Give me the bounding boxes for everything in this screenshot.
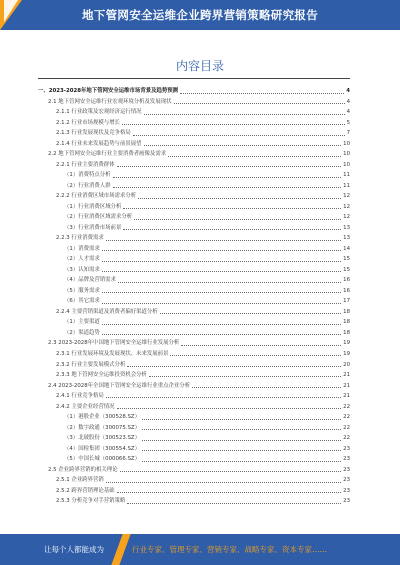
toc-heading: 内容目录 — [175, 59, 224, 73]
toc-leader-dots — [144, 145, 342, 146]
toc-leader-dots — [118, 282, 341, 283]
toc-entry-page: 14 — [343, 245, 350, 252]
toc-entry-title: 2.5.1 企业跨界营销 — [56, 477, 104, 484]
header-accent-highlight — [4, 0, 18, 22]
toc-leader-dots — [106, 482, 341, 483]
toc-entry-page: 16 — [343, 277, 350, 284]
toc-entry-title: 2.3.2 行业主要发展模式分析 — [56, 361, 126, 368]
toc-entry[interactable] — [38, 357, 350, 368]
toc-entry[interactable] — [38, 147, 350, 158]
toc-leader-dots — [160, 313, 341, 314]
toc-entry-title: （2）行业消费区域需求分析 — [64, 214, 133, 221]
toc-entry-page: 16 — [343, 287, 350, 294]
toc-entry-title: 2.1.2 行业市场规模与增长 — [56, 119, 120, 126]
toc-entry-title: 2.4 2023-2028年全国地下管网安全运维行业重点企业分析 — [48, 382, 191, 389]
toc-entry-page: 12 — [343, 203, 350, 210]
toc-entry[interactable] — [38, 294, 350, 305]
toc-leader-dots — [113, 187, 342, 188]
toc-entry[interactable] — [38, 399, 350, 410]
toc-entry[interactable] — [38, 452, 350, 463]
toc-entry-title: 2.5.2 跨界营销理论基础 — [56, 487, 115, 494]
toc-entry-page: 22 — [343, 403, 350, 410]
toc-entry-title: 2.1.1 行业政策及宏观经济运行情况 — [56, 109, 142, 116]
toc-entry[interactable] — [38, 263, 350, 274]
toc-entry-page: 23 — [343, 498, 350, 505]
toc-entry[interactable] — [38, 95, 350, 106]
toc-leader-dots — [102, 250, 341, 251]
toc-entry[interactable] — [38, 315, 350, 326]
toc-entry-title: （5）中国长城（000066.SZ） — [64, 456, 140, 463]
toc-entry-title: （2）数字政通（300075.SZ） — [64, 424, 140, 431]
toc-entry-page: 11 — [343, 172, 350, 179]
toc-entry[interactable] — [38, 105, 350, 116]
footer-slogan-left: 让每个人都能成为 — [44, 545, 104, 554]
toc-entry-page: 22 — [343, 435, 350, 442]
toc-entry-title: 一、2023-2028年地下管网安全运维市场背景及趋势预测 — [38, 88, 179, 95]
toc-entry-title: 2.1.3 行业发展现状及竞争格局 — [56, 130, 131, 137]
toc-entry-title: 2.2.4 主要营销渠道及消费者偏好渠道分析 — [56, 308, 158, 315]
toc-entry[interactable] — [38, 410, 350, 421]
toc-leader-dots — [102, 324, 341, 325]
footer-accent-stripe — [111, 534, 130, 565]
toc-entry-title: 2.5 企业跨界营销的相关理论 — [48, 466, 118, 473]
toc-entry-page: 7 — [346, 130, 350, 137]
toc-entry-title: （2）行业消费人群 — [64, 182, 111, 189]
toc-entry-page: 21 — [343, 393, 350, 400]
toc-entry[interactable] — [38, 273, 350, 284]
toc-entry-title: 2.4.1 行业竞争格局 — [56, 393, 104, 400]
toc-entry[interactable] — [38, 368, 350, 379]
toc-leader-dots — [142, 419, 341, 420]
report-title: 地下管网安全运维企业跨界营销策略研究报告 — [82, 8, 318, 22]
toc-entry[interactable] — [38, 252, 350, 263]
toc-entry[interactable] — [38, 126, 350, 137]
toc-entry-page: 23 — [343, 456, 350, 463]
toc-leader-dots — [142, 429, 341, 430]
toc-entry-title: （1）港股企业（300528.SZ） — [64, 414, 140, 421]
toc-entry[interactable] — [38, 221, 350, 232]
toc-leader-dots — [117, 492, 342, 493]
toc-entry-title: （1）主要渠道 — [64, 319, 100, 326]
toc-leader-dots — [174, 103, 345, 104]
toc-entry[interactable] — [38, 326, 350, 337]
toc-entry-page: 22 — [343, 424, 350, 431]
toc-entry[interactable] — [38, 463, 350, 474]
toc-entry[interactable] — [38, 168, 350, 179]
toc-leader-dots — [134, 219, 341, 220]
footer-slogan-right: 行业专家、管理专家、营销专家、战略专家、资本专家…… — [132, 545, 327, 554]
toc-entry-title: （5）服务需求 — [64, 287, 100, 294]
toc-entry[interactable] — [38, 378, 350, 389]
toc-leader-dots — [120, 471, 342, 472]
toc-leader-dots — [149, 376, 341, 377]
toc-entry-page: 10 — [343, 161, 350, 168]
toc-leader-dots — [102, 303, 341, 304]
toc-entry-title: 2.2.1 行业主要消费群体 — [56, 161, 115, 168]
toc-entry[interactable] — [38, 158, 350, 169]
toc-entry[interactable] — [38, 347, 350, 358]
toc-entry-page: 18 — [343, 308, 350, 315]
toc-leader-dots — [181, 345, 341, 346]
toc-entry-title: 2.2.2 行业消费区域市场需求分析 — [56, 193, 137, 200]
toc-entry[interactable] — [38, 421, 350, 432]
toc-divider — [38, 78, 350, 79]
toc-entry-page: 10 — [343, 151, 350, 158]
toc-entry[interactable] — [38, 189, 350, 200]
toc-leader-dots — [144, 114, 345, 115]
toc-entry-title: 2.5.3 分析竞争对手营销策略 — [56, 498, 126, 505]
toc-entry-page: 18 — [343, 329, 350, 336]
toc-entry-page: 21 — [343, 382, 350, 389]
toc-entry-title: （6）其它需求 — [64, 298, 100, 305]
toc-entry-title: （4）国检集团（300554.SZ） — [64, 445, 140, 452]
toc-entry[interactable] — [38, 484, 350, 495]
toc-entry-page: 23 — [343, 466, 350, 473]
toc-entry[interactable] — [38, 242, 350, 253]
toc-leader-dots — [117, 408, 342, 409]
toc-entry[interactable] — [38, 231, 350, 242]
toc-leader-dots — [180, 93, 344, 94]
toc-entry-page: 15 — [343, 256, 350, 263]
toc-entry[interactable] — [38, 305, 350, 316]
toc-entry[interactable] — [38, 84, 350, 95]
report-header-bar — [0, 0, 400, 30]
toc-entry-page: 4 — [346, 109, 350, 116]
toc-leader-dots — [142, 450, 341, 451]
toc-leader-dots — [170, 355, 341, 356]
toc-entry-page: 17 — [343, 298, 350, 305]
toc-entry-title: （3）北玻股份（300523.SZ） — [64, 435, 140, 442]
footer-bar — [0, 534, 400, 565]
toc-entry-page: 20 — [343, 361, 350, 368]
toc-leader-dots — [106, 240, 341, 241]
toc-leader-dots — [142, 440, 341, 441]
toc-leader-dots — [106, 397, 341, 398]
toc-entry-page: 21 — [343, 372, 350, 379]
toc-entry-title: 2.4.2 主要企业经营情况 — [56, 403, 115, 410]
toc-entry[interactable] — [38, 200, 350, 211]
toc-leader-dots — [123, 208, 341, 209]
toc-leader-dots — [123, 229, 341, 230]
toc-entry-title: （1）消费特点分析 — [64, 172, 111, 179]
toc-entry-page: 13 — [343, 224, 350, 231]
toc-entry-page: 22 — [343, 414, 350, 421]
toc-entry-title: （4）品牌及营销需求 — [64, 277, 116, 284]
toc-entry-title: （1）行业消费区域分析 — [64, 203, 122, 210]
toc-entry-title: 2.3.1 行业发展环境及发展现状、未来发展前景 — [56, 351, 169, 357]
toc-leader-dots — [102, 271, 341, 272]
toc-entry[interactable] — [38, 494, 350, 505]
toc-entry-title: （3）行业消费市场前景 — [64, 224, 122, 231]
toc-leader-dots — [127, 366, 341, 367]
toc-leader-dots — [102, 334, 341, 335]
table-of-contents — [38, 84, 350, 505]
toc-entry-title: 2.1 地下管网安全运维行业宏观环境分析及发展现状 — [48, 98, 172, 105]
toc-entry[interactable] — [38, 116, 350, 127]
toc-entry-page: 12 — [343, 193, 350, 200]
toc-entry-title: 2.2 地下管网安全运维行业主要消费者画像及需求 — [48, 151, 167, 158]
toc-leader-dots — [102, 292, 341, 293]
toc-leader-dots — [113, 177, 342, 178]
toc-entry-page: 19 — [343, 340, 350, 347]
toc-entry-title: （3）认知需求 — [64, 266, 100, 273]
toc-entry-page: 11 — [343, 182, 350, 189]
toc-entry-title: （2）人才需求 — [64, 256, 100, 263]
toc-entry-page: 19 — [343, 351, 350, 357]
toc-entry-page: 13 — [343, 235, 350, 242]
toc-leader-dots — [117, 166, 342, 167]
toc-entry[interactable] — [38, 473, 350, 484]
toc-entry-page: 12 — [343, 214, 350, 221]
toc-leader-dots — [133, 135, 345, 136]
toc-entry-title: （1）消费需求 — [64, 245, 100, 252]
toc-leader-dots — [142, 461, 341, 462]
toc-leader-dots — [192, 387, 341, 388]
toc-entry-page: 23 — [343, 487, 350, 494]
toc-entry-title: （2）渠道趋势 — [64, 329, 100, 336]
toc-entry-title: 2.1.4 行业未来发展趋势与前景展望 — [56, 140, 142, 147]
toc-entry-page: 23 — [343, 445, 350, 452]
toc-entry[interactable] — [38, 336, 350, 347]
toc-entry-page: 4 — [346, 88, 350, 95]
toc-entry-page: 23 — [343, 477, 350, 484]
toc-entry-page: 5 — [346, 119, 350, 126]
toc-entry-page: 10 — [343, 140, 350, 147]
toc-entry-page: 18 — [343, 319, 350, 326]
toc-entry-page: 4 — [346, 98, 350, 105]
toc-leader-dots — [122, 124, 345, 125]
toc-leader-dots — [168, 156, 341, 157]
toc-entry[interactable] — [38, 137, 350, 148]
toc-entry-title: 2.3 2023-2028年中国地下管网安全运维行业发展分析 — [48, 340, 180, 347]
toc-entry-title: 2.3.3 地下管网安全运维投资机会分析 — [56, 372, 147, 379]
toc-entry[interactable] — [38, 179, 350, 190]
toc-entry[interactable] — [38, 442, 350, 453]
toc-entry-page: 15 — [343, 266, 350, 273]
toc-entry[interactable] — [38, 210, 350, 221]
toc-leader-dots — [138, 198, 341, 199]
toc-leader-dots — [102, 261, 341, 262]
toc-leader-dots — [127, 503, 341, 504]
toc-entry[interactable] — [38, 431, 350, 442]
toc-entry[interactable] — [38, 389, 350, 400]
toc-entry-title: 2.2.3 行业消费需求 — [56, 235, 104, 242]
toc-entry[interactable] — [38, 284, 350, 295]
